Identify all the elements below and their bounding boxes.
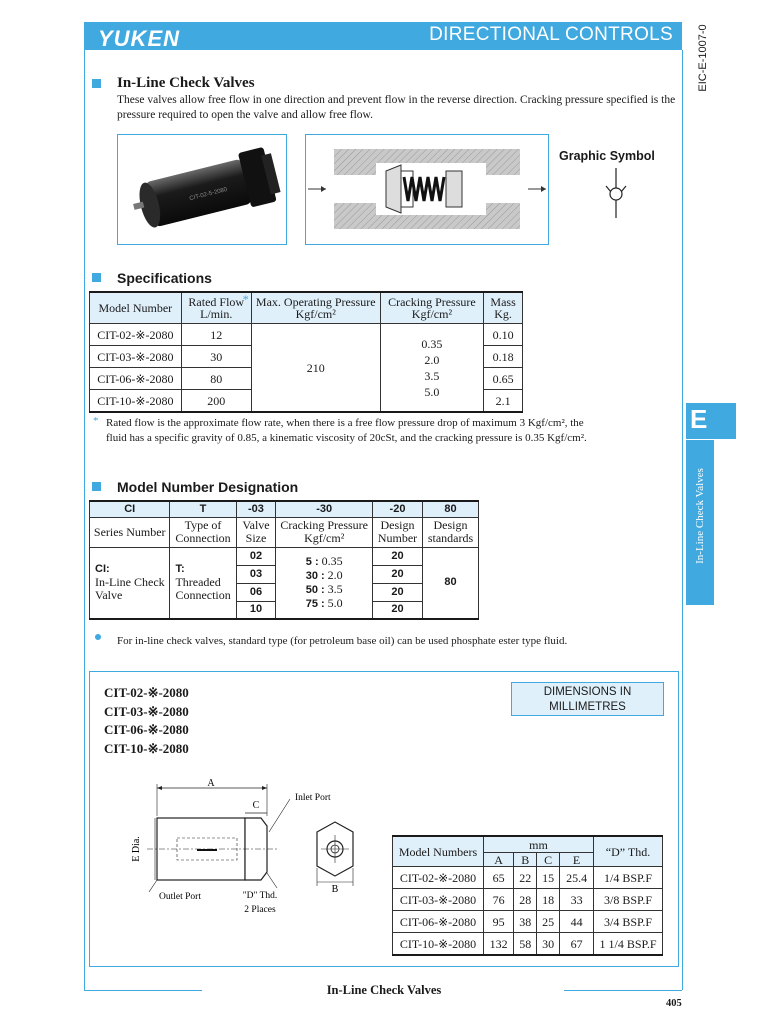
frame-left [84,50,85,990]
spec-mass: 0.10 [484,324,523,346]
dim-d-value: 3/8 BSP.F [594,889,663,911]
doc-code [693,22,713,102]
des-connection [170,547,236,619]
section-letter: E [690,404,708,434]
dim-a: A [207,778,215,789]
spec-header-flow-text: Rated Flow L/min. [188,295,245,321]
des-size: 10 [236,601,276,619]
designation-table [89,500,479,620]
dim-b-value: 28 [514,889,537,911]
dimension-models [104,684,189,758]
dim-col: E [560,853,594,867]
dim-e: E Dia. [131,836,142,862]
specifications-table [89,291,523,413]
dim-c-value: 15 [537,867,560,889]
cross-section-drawing [305,134,549,245]
spec-flow: 200 [181,390,251,413]
spec-header-mass: Mass Kg. [484,292,523,324]
fluid-note: For in-line check valves, standard type (for petroleum base oil) can be used phosphate ester type fluid. [117,635,568,647]
spec-model: CIT-03-※-2080 [90,346,182,368]
spec-cracking-value: 5.0 [424,384,440,399]
dim-d-value: 1/4 BSP.F [594,867,663,889]
des-conn-code: T: [175,563,185,576]
spec-cracking [380,324,483,413]
photo-label: CIT-02-5-2080 [188,186,228,203]
page-number: 405 [666,998,682,1009]
spec-cracking-value: 3.5 [424,368,440,383]
intro-title: In-Line Check Valves [117,75,255,91]
des-code: 80 [422,501,478,517]
spec-note-mark: * [93,415,99,427]
des-cracking-row [278,569,370,583]
section-bullet [92,273,101,282]
des-size: 02 [236,547,276,565]
des-size: 06 [236,583,276,601]
des-design-number: 20 [373,565,423,583]
dim-header-mm: mm [484,836,594,853]
dim-e-value: 67 [560,933,594,956]
des-cracking-val: 0.35 [321,553,343,568]
dim-header-model: Model Numbers [393,836,484,867]
dim-model: CIT-03-※-2080 [393,889,484,911]
des-standard: 80 [422,547,478,619]
des-code: -03 [236,501,276,517]
des-label: Cracking Pressure Kgf/cm² [276,517,373,547]
places-label: 2 Places [244,905,276,915]
dimension-drawing [125,776,385,921]
product-photo [117,134,287,245]
dim-d-value: 1 1/4 BSP.F [594,933,663,956]
spec-mass: 2.1 [484,390,523,413]
dim-c-value: 25 [537,911,560,933]
dim-model: CIT-10-※-2080 [393,933,484,956]
des-label: Valve Size [236,517,276,547]
spec-header-model: Model Number [90,292,182,324]
des-label: Type of Connection [170,517,236,547]
des-code: -30 [276,501,373,517]
spec-flow: 12 [181,324,251,346]
des-design-number: 20 [373,547,423,565]
des-code: CI [90,501,170,517]
des-code: T [170,501,236,517]
des-cracking-row [278,597,370,611]
des-cracking-code: 5 : [305,555,319,568]
spec-header-pressure: Max. Operating Pressure Kgf/cm² [251,292,380,324]
dimension-model: CIT-02-※-2080 [104,685,189,700]
table-row [393,911,663,933]
spec-model: CIT-06-※-2080 [90,368,182,390]
dim-b-value: 38 [514,911,537,933]
footer-title: In-Line Check Valves [326,983,442,997]
spec-header-cracking: Cracking Pressure Kgf/cm² [380,292,483,324]
spec-header-flow [181,292,251,324]
dim-header-thread: “D” Thd. [594,836,663,867]
des-label: Series Number [90,517,170,547]
dim-model: CIT-02-※-2080 [393,867,484,889]
des-series-desc: In-Line Check Valve [95,575,165,603]
dim-c-value: 30 [537,933,560,956]
spec-flow: 30 [181,346,251,368]
check-valve-symbol [596,168,636,218]
des-size: 03 [236,565,276,583]
table-row [393,867,663,889]
d-thd-label: "D" Thd. [242,891,278,901]
dim-d-value: 3/4 BSP.F [594,911,663,933]
des-cracking-val: 3.5 [327,581,343,596]
dim-e-value: 44 [560,911,594,933]
des-conn-desc: Threaded Connection [175,575,231,603]
spec-note-line: Rated flow is the approximate flow rate, when there is a free flow pressure drop of maximum 3 Kgf/cm², the [106,417,584,429]
dimension-model: CIT-06-※-2080 [104,722,189,737]
spec-model: CIT-02-※-2080 [90,324,182,346]
dim-a-value: 76 [484,889,514,911]
section-bullet [92,79,101,88]
dim-a-value: 132 [484,933,514,956]
dim-model: CIT-06-※-2080 [393,911,484,933]
spec-note-line: fluid has a specific gravity of 0.85, a kinematic viscosity of 20cSt, and the cracking pressure is 0.35 Kgf/cm². [106,432,587,444]
outlet-port-label: Outlet Port [159,892,201,902]
section-bullet [92,482,101,491]
dimension-model: CIT-10-※-2080 [104,740,189,756]
spec-mass: 0.65 [484,368,523,390]
des-series [90,547,170,619]
des-series-code: CI: [95,563,110,576]
spec-mass: 0.18 [484,346,523,368]
des-design-number: 20 [373,583,423,601]
section-letter-tab [686,403,736,439]
des-label: Design standards [422,517,478,547]
header-title: DIRECTIONAL CONTROLS [429,24,673,45]
des-cracking-row [278,555,370,569]
dim-b-value: 58 [514,933,537,956]
spec-note [106,416,676,446]
table-row [393,933,663,956]
graphic-symbol-label: Graphic Symbol [559,149,655,163]
dim-b-value: 22 [514,867,537,889]
spec-cracking-value: 2.0 [424,352,440,367]
dim-c: C [252,800,260,811]
inlet-port-label: Inlet Port [295,793,331,803]
dimensions-table [392,835,663,956]
dimensions-unit-label: DIMENSIONS IN MILLIMETRES [511,682,664,716]
spec-flow: 80 [181,368,251,390]
spec-cracking-value: 0.35 [421,336,443,351]
doc-code-text: EIC-E-1007-0 [697,24,709,92]
brand-logo: YUKEN [98,26,181,51]
designation-title: Model Number Designation [117,479,299,495]
des-cracking-row [278,583,370,597]
des-cracking-code: 75 : [305,597,325,610]
dim-b: B [331,884,339,895]
spec-max-pressure: 210 [251,324,380,413]
dim-col: B [514,853,537,867]
dim-a-value: 65 [484,867,514,889]
des-design-number: 20 [373,601,423,619]
side-tab [686,440,714,605]
spec-model: CIT-10-※-2080 [90,390,182,413]
table-row [393,889,663,911]
intro-text: These valves allow free flow in one direction and prevent flow in the reverse direction. Cracking pressure specified is the pressure required to open the valve and allow free flow. [117,94,676,121]
specifications-title: Specifications [117,270,212,286]
dim-e-value: 33 [560,889,594,911]
fluid-note-bullet [95,634,101,640]
des-label: Design Number [373,517,423,547]
des-cracking-code: 50 : [305,583,325,596]
spec-header-mark: * [242,292,249,306]
side-tab-label: In-Line Check Valves [694,468,706,564]
des-cracking-code: 30 : [305,569,325,582]
des-cracking-val: 2.0 [327,567,343,582]
dim-col: C [537,853,560,867]
dimension-model: CIT-03-※-2080 [104,703,189,719]
frame-right [682,50,683,990]
des-cracking [276,547,373,619]
dim-e-value: 25.4 [560,867,594,889]
dim-a-value: 95 [484,911,514,933]
des-cracking-val: 5.0 [327,595,343,610]
dim-col: A [484,853,514,867]
des-code: -20 [373,501,423,517]
dim-c-value: 18 [537,889,560,911]
